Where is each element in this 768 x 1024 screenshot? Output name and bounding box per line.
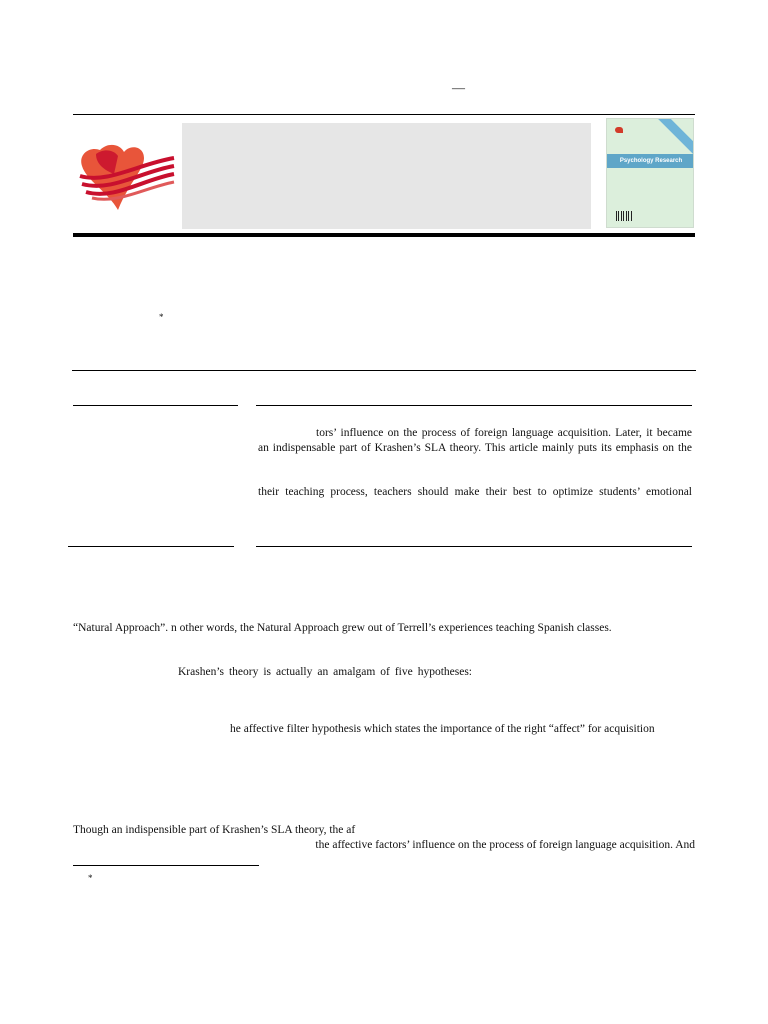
journal-banner bbox=[182, 123, 591, 229]
heart-logo-icon bbox=[78, 140, 176, 214]
abstract-bottom-rule bbox=[256, 546, 692, 547]
abstract-line-3: their teaching process, teachers should make their best to optimize students’ emotional bbox=[258, 486, 692, 498]
header-bottom-rule bbox=[73, 233, 695, 237]
header-top-rule bbox=[73, 114, 695, 115]
body-paragraph-3: he affective filter hypothesis which states the importance of the right “affect” for acquisition bbox=[230, 723, 655, 735]
cover-ribbon bbox=[653, 118, 694, 156]
abstract-top-rule bbox=[256, 405, 692, 406]
section-rule bbox=[72, 370, 696, 371]
footnote-asterisk: * bbox=[88, 873, 93, 883]
body-paragraph-1: “Natural Approach”. n other words, the Natural Approach grew out of Terrell’s experiences teaching Spanish classes. bbox=[73, 622, 612, 634]
body-paragraph-4-start: Though an indispensible part of Krashen’s SLA theory, the af bbox=[73, 824, 356, 836]
journal-cover bbox=[606, 118, 694, 228]
body-paragraph-4-cont: the affective factors’ influence on the process of foreign language acquisition. And bbox=[315, 839, 695, 851]
barcode-icon bbox=[616, 211, 632, 221]
cover-title: Psychology Research bbox=[619, 158, 683, 164]
keywords-bottom-rule bbox=[68, 546, 234, 547]
cover-logo-icon bbox=[615, 127, 623, 133]
abstract-line-1: tors’ influence on the process of foreign language acquisition. Later, it became bbox=[316, 427, 692, 439]
keywords-top-rule bbox=[73, 405, 238, 406]
body-paragraph-2: Krashen’s theory is actually an amalgam of five hypotheses: bbox=[178, 666, 472, 678]
publisher-logo bbox=[78, 140, 176, 214]
footnote-rule bbox=[73, 865, 259, 866]
abstract-line-2: an indispensable part of Krashen’s SLA theory. This article mainly puts its emphasis on the bbox=[258, 442, 692, 454]
author-asterisk: * bbox=[159, 312, 164, 322]
header-dash: — bbox=[452, 80, 465, 95]
